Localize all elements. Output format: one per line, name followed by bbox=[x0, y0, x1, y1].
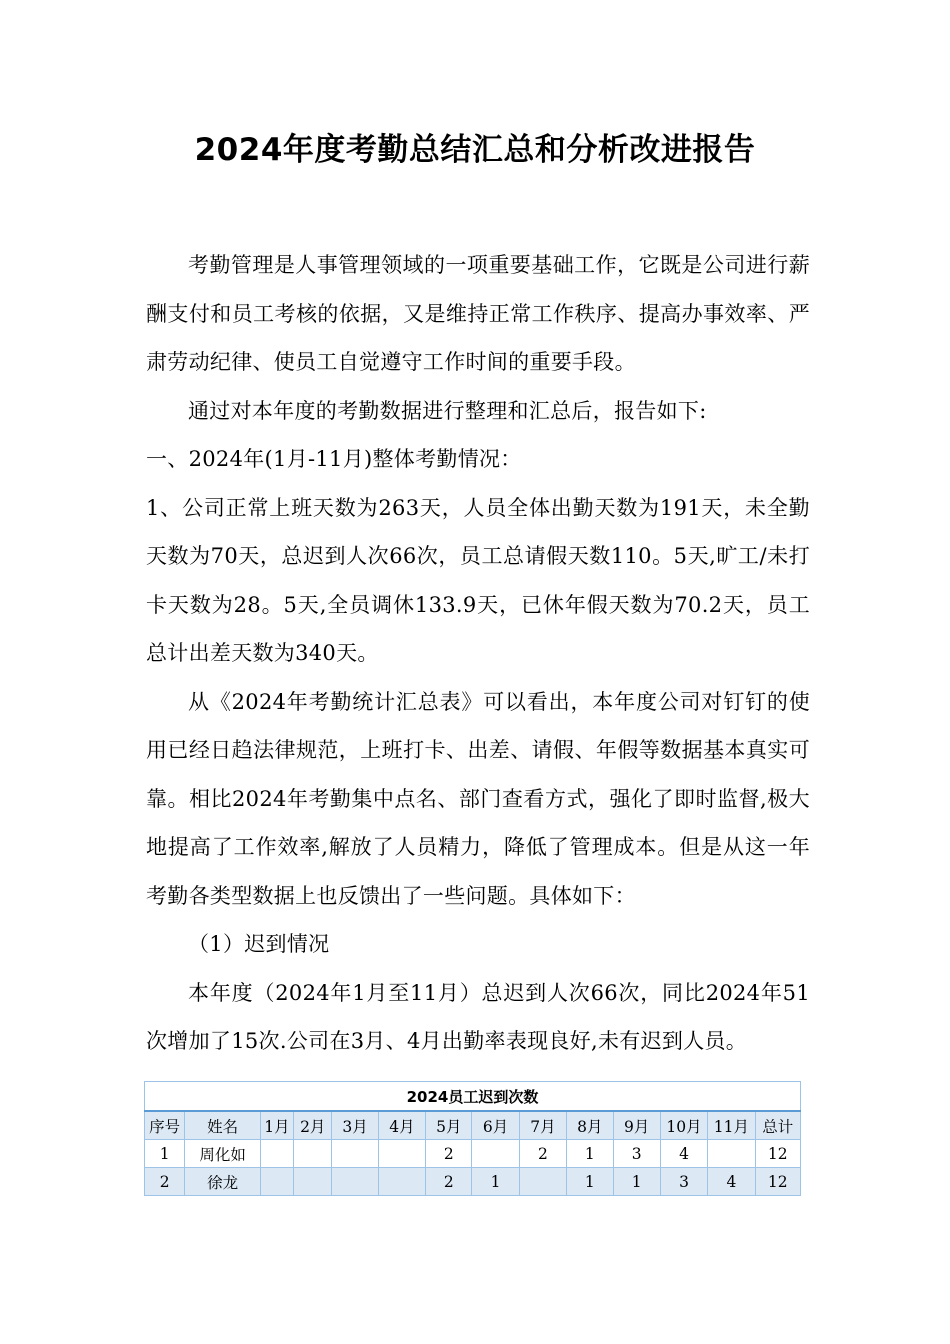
paragraph-intro: 考勤管理是人事管理领域的一项重要基础工作，它既是公司进行薪酬支付和员工考核的依据，又是维持正常工作秩序、提高办事效率、严肃劳动纪律、使员工自觉遵守工作时间的重要手段。 bbox=[146, 253, 810, 374]
table-cell bbox=[378, 1140, 425, 1168]
table-cell bbox=[294, 1140, 332, 1168]
table-caption: 2024员工迟到次数 bbox=[145, 1082, 801, 1112]
table-cell: 2 bbox=[145, 1168, 185, 1196]
header-cell: 4月 bbox=[378, 1111, 425, 1140]
table-cell bbox=[519, 1168, 566, 1196]
table-cell: 1 bbox=[567, 1140, 613, 1168]
header-cell: 9月 bbox=[613, 1111, 660, 1140]
paragraph-late-detail: 本年度（2024年1月至11月）总迟到人次66次，同比2024年51次增加了15次.公司在3月、4月出勤率表现良好,未有迟到人员。 bbox=[146, 980, 810, 1053]
table-cell: 2 bbox=[519, 1140, 566, 1168]
paragraph-summary-lead: 通过对本年度的考勤数据进行整理和汇总后，报告如下: bbox=[188, 398, 707, 423]
table-cell bbox=[260, 1140, 293, 1168]
late-count-table bbox=[144, 1081, 801, 1196]
table-cell: 1 bbox=[145, 1140, 185, 1168]
header-cell: 姓名 bbox=[185, 1111, 261, 1140]
table-cell bbox=[332, 1168, 378, 1196]
section-heading-overall: 一、2024年(1月-11月)整体考勤情况： bbox=[146, 447, 522, 471]
table-cell: 1 bbox=[472, 1168, 519, 1196]
table-cell: 3 bbox=[660, 1168, 707, 1196]
subheading-late: （1）迟到情况 bbox=[188, 932, 330, 956]
table-cell: 12 bbox=[755, 1140, 800, 1168]
table-cell: 12 bbox=[755, 1168, 800, 1196]
header-cell: 5月 bbox=[426, 1111, 472, 1140]
table-cell: 3 bbox=[613, 1140, 660, 1168]
header-cell: 3月 bbox=[332, 1111, 378, 1140]
table-cell: 徐龙 bbox=[185, 1168, 261, 1196]
table-header-row bbox=[145, 1111, 801, 1140]
table-cell: 1 bbox=[613, 1168, 660, 1196]
table-cell bbox=[332, 1140, 378, 1168]
table-cell bbox=[378, 1168, 425, 1196]
table-cell bbox=[260, 1168, 293, 1196]
table-row bbox=[145, 1168, 801, 1196]
paragraph-analysis: 从《2024年考勤统计汇总表》可以看出，本年度公司对钉钉的使用已经日趋法律规范，上班打卡、出差、请假、年假等数据基本真实可靠。相比2024年考勤集中点名、部门查看方式，强化了即时监督,极大地提高了工作效率,解放了人员精力，降低了管理成本。但是从这一年考勤各类型数据上也反馈出了一些问题。具体如下： bbox=[146, 689, 810, 908]
header-cell: 8月 bbox=[567, 1111, 613, 1140]
paragraph-statistics: 1、公司正常上班天数为263天，人员全体出勤天数为191天，未全勤天数为70天，总迟到人次66次，员工总请假天数110。5天,旷工/未打卡天数为28。5天,全员调休133.9天，已休年假天数为70.2天，员工总计出差天数为340天。 bbox=[146, 495, 810, 665]
header-cell: 2月 bbox=[294, 1111, 332, 1140]
header-cell: 6月 bbox=[472, 1111, 519, 1140]
table-cell: 1 bbox=[567, 1168, 613, 1196]
table-cell bbox=[708, 1140, 755, 1168]
table-cell: 2 bbox=[426, 1140, 472, 1168]
table-cell: 周化如 bbox=[185, 1140, 261, 1168]
table-cell bbox=[472, 1140, 519, 1168]
table-cell: 4 bbox=[660, 1140, 707, 1168]
table-row bbox=[145, 1140, 801, 1168]
document-body bbox=[146, 241, 810, 1066]
header-cell: 7月 bbox=[519, 1111, 566, 1140]
header-cell: 10月 bbox=[660, 1111, 707, 1140]
header-cell: 11月 bbox=[708, 1111, 755, 1140]
header-cell: 序号 bbox=[145, 1111, 185, 1140]
header-cell: 1月 bbox=[260, 1111, 293, 1140]
document-title: 2024年度考勤总结汇总和分析改进报告 bbox=[194, 132, 756, 168]
table-cell bbox=[294, 1168, 332, 1196]
table-cell: 4 bbox=[708, 1168, 755, 1196]
table-cell: 2 bbox=[426, 1168, 472, 1196]
header-cell: 总计 bbox=[755, 1111, 800, 1140]
